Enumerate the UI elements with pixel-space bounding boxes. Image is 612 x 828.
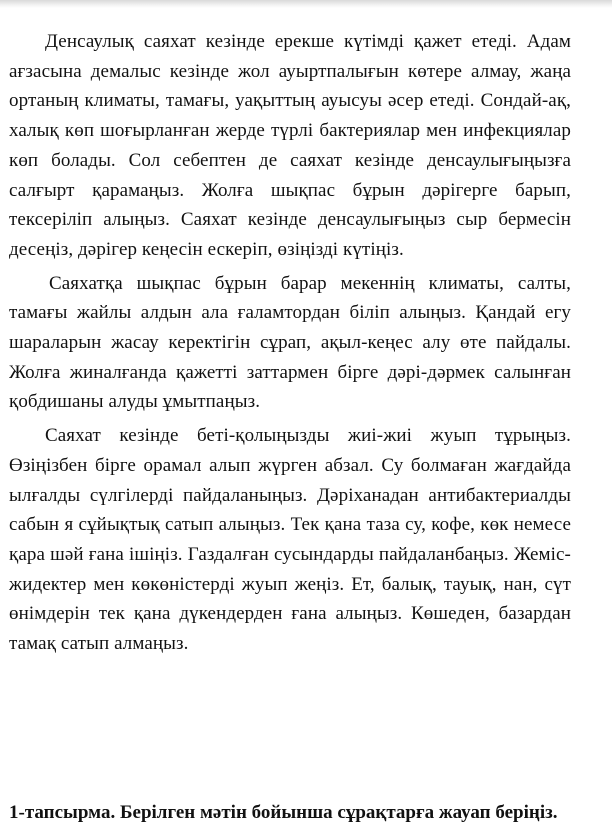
cut-off-line-text: 1-тапсырма. Берілген мәтін бойынша сұрақтарға жауап беріңіз. <box>9 802 558 823</box>
cut-off-next-line <box>9 790 571 823</box>
page-top-edge <box>0 0 612 8</box>
document-body <box>9 27 571 663</box>
paragraph-hygiene-during-trip: Саяхат кезінде беті-қолыңызды жиі-жиі жуып тұрыңыз. Өзіңізбен бірге орамал алып жүрген абзал. Су болмаған жағдайда ылғалды сүлгілерді пайдаланыңыз. Дәріханадан антибактериалды сабын я сұйықтық сатып алыңыз. Тек қана таза су, кофе, көк немесе қара шәй ғана ішіңіз. Газдалған сусындарды пайдаланбаңыз. Жеміс-жидектер мен көкөністерді жуып жеңіз. Ет, балық, тауық, нан, сүт өнімдерін тек қана дүкендерден ғана алыңыз. Көшеден, базардан тамақ сатып алмаңыз. <box>9 425 571 655</box>
paragraph-before-trip: Саяхатқа шықпас бұрын барар мекеннің климаты, салты, тамағы жайлы алдын ала ғаламтордан біліп алыңыз. Қандай егу шараларын жасау керектігін сұрап, ақыл-кеңес алу өте пайдалы. Жолға жиналғанда қажетті заттармен бірге дәрі-дәрмек салынған қобдишаны алуды ұмытпаңыз. <box>9 272 571 413</box>
paragraph-health-care: Денсаулық саяхат кезінде ерекше күтімді қажет етеді. Адам ағзасына демалыс кезінде жол ауыртпалығын көтере алмау, жаңа ортаның климаты, тамағы, уақыттың ауысуы әсер етеді. Сондай-ақ, халық көп шоғырланған жерде түрлі бактериялар мен инфекциялар көп болады. Сол себептен де саяхат кезінде денсаулығыңызға салғырт қарамаңыз. Жолға шықпас бұрын дәрігерге барып, тексеріліп алыңыз. Саяхат кезінде денсаулығыңыз сыр бермесін десеңіз, дәрігер кеңесін ескеріп, өзіңізді күтіңіз. <box>9 31 571 260</box>
